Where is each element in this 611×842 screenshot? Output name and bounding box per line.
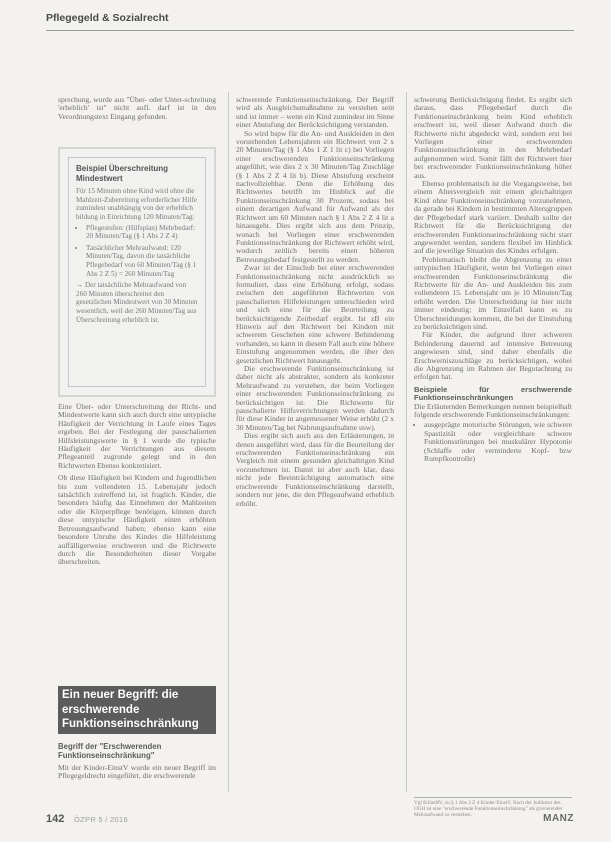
publisher-logo <box>543 813 574 824</box>
paragraph: Mit der Kinder-EinstV wurde ein neuer Begriff im Pflegegeldrecht eingeführt, die erschwerende <box>58 763 216 781</box>
paragraph: So wird bspw für die An- und Auskleiden in den vorstehenden Lebensjahren ein Richtwert von 2 x 20 Minuten/Tag (§ 1 Abs 1 Z 1 lit c) bei Vorliegen einer erschwerenden Funktionseinschränkung angeführt, wie dies 2 x 30 Minuten/Tag Zuschläge (§ 1 Abs 2 Z 4 lit b). Diese Abstufung erscheint nachvollziehbar. Denn die Erhöhung des Richtwertes betrifft im Hinblick auf die Funktionseinschränkung 30 Prozent, sodass bei einem derartigen Aufwand für Aufwand als der Richtwert um 60 Minuten nach § 1 Abs 2 Z 4 lit a hinausgeht. Dies ergibt sich aus dem Prinzip, wonach bei Vorliegen einer erschwerenden Funktionseinschränkung der Richtwert erhöht wird, wodurch zeitlich bereits einen höheren Betreuungsbedarf festgestellt zu werden. <box>236 128 394 264</box>
subheading: Beispiele für erschwerende Funktionseinschränkungen <box>414 384 572 403</box>
page-footer <box>46 805 574 835</box>
paragraph: sprechung, wurde aus "Über- oder Unter-schreitung 'erheblich' ist" nicht aufl. darf ist in den Verordnungstext Eingang gefunden. <box>58 95 216 121</box>
paragraph: Zwar ist der Einschub bei einer erschwerenden Funktionseinschränkung nicht ausdrücklich so formuliert, dass eine Erhöhung erfolgt, sodass zwischen den angeführten Richtwerten von pauschalierten Hilfeleistungen unterschieden wird und sich eine für die Beurteilung zu berücksichtigende Zeitbedarf ergibt. Ist zB ein Hinweis auf den Richtwert bei Kindern mit schwerem Geschehen eine schwere Behinderung vorhanden, so kann in diesem Fall auch eine höhere Einstufung angenommen werden, die über den gesetzlichen Richtwert hinausgeht. <box>236 263 394 365</box>
section-heading: Ein neuer Begriff: die erschwerende Funktionseinschränkung <box>58 686 216 734</box>
column-1-body <box>58 403 216 571</box>
column-3 <box>414 96 572 463</box>
column-divider <box>406 92 407 792</box>
page-number: 142 <box>46 813 65 825</box>
paragraph: Ebenso problematisch ist die Vorgangsweise, bei einem Altersvergleich mit einem gleichaltrigen Kind ohne Funktionseinschränkung vorzunehmen, da gerade bei Kindern in bestimmten Altersgruppen der Pflegebedarf stark variiert. Deshalb sollte der Richtwert für die Berücksichtigung der erschwerenden Funktionseinschränkung nicht starr angewendet werden, sondern flexibel im Hinblick auf die jeweilige Situation des Kindes erfolgen. <box>414 179 572 256</box>
paragraph: Für Kinder, die aufgrund ihrer schweren Behinderung dauernd auf intensive Betreuung angewiesen sind, sind daher ebenfalls die Erschwerniszuschläge zu berücksichtigen, wobei die Abgrenzung im Rahmen der Begutachtung zu erfolgen hat. <box>414 330 572 382</box>
example-body: Für 15 Minuten ohne Kind wird ohne die Mahlzeit-Zubereitung erforderlicher Hilfe zumindest unabhängig von der erheblich bildung in Einrichtung 120 Minuten/Tag: <box>76 187 197 221</box>
column-2 <box>236 96 394 508</box>
example-box <box>58 147 216 397</box>
subheading: Begriff der "Erschwerenden Funktionseinschränkung" <box>58 742 162 760</box>
page-header <box>46 0 574 31</box>
journal-reference: ÖZPR 5 / 2016 <box>74 815 128 824</box>
example-title: Beispiel Überschreitung Mindestwert <box>76 164 169 183</box>
section-title: Pflegegeld & Sozialrecht <box>46 12 169 24</box>
paragraph: Ob diese Häufigkeit bei Kindern und Jugendlichen bis zum vollendeten 15. Lebensjahr jedoch tatsächlich zutreffend ist, ist fraglich. Kinder, die besonders häufig das Einnehmen der Mahlzeiten oder die Körperpflege benötigen, können durch diese untypische Häufigkeit einen erhöhten Betreuungsaufwand haben; ebenso kann eine besondere Unruhe des Kindes die Hilfeleistung auffälligerweise erschweren und die Richtwerte durch die Besonderheiten dieser Vorgabe überschreiten. <box>58 473 216 567</box>
paragraph: Problematisch bleibt die Abgrenzung zu einer untypischen Häufigkeit, wenn bei Vorliegen einer erschwerenden Funktionseinschränkung die Richtwerte für die An- und Auskleiden bis zum vollendeten 15. Lebensjahr um je 10 Minuten/Tag erhöht werden. Die Unterscheidung ist hier nicht immer eindeutig; im Einzelfall kann es zu Überschneidungen kommen, die bei der Einstufung zu berücksichtigen sind. <box>414 254 572 331</box>
footnote-divider <box>414 797 572 798</box>
paragraph: Dies ergibt sich auch aus den Erläuterungen, in denen ausgeführt wird, dass für die Beurteilung der erschwerenden Funktionseinschränkung ein Vergleich mit einem gesunden gleichaltrigen Kind vorzunehmen ist. Damit ist aber auch klar, dass nicht jede Beeinträchtigung automatisch eine erschwerende Funktionseinschränkung darstellt, sondern nur jene, die den Pflegeaufwand erheblich erhöht. <box>236 431 394 508</box>
column-1-intro <box>58 96 216 121</box>
paragraph: schwerung Berücksichtigung findet. Es ergibt sich daraus, dass Pflegebedarf durch die Funktionseinschränkung beim Kind erheblich erschwert ist, weil dieser Aufwand durch die Richtwerte nicht abgedeckt wird, sondern erst bei Vorliegen einer erschwerenden Funktionseinschränkung in den Mehrbedarf aufgenommen wird. Somit fällt der Richtwert hier bei erschwerender Funktionseinschränkung höher aus. <box>414 95 572 180</box>
example-result: → Der tatsächliche Mehraufwand von 260 Minuten überschreitet den gesetzlichen Mindestwert von 30 Minuten wesentlich, weil der 260 Minuten/Tag aus Überschreitung erheblich ist. <box>76 281 198 324</box>
examples-list <box>414 421 572 463</box>
column-divider <box>228 92 229 792</box>
example-list-item: • Tatsächlicher Mehraufwand: 120 Minuten/Tag, davon die tatsächliche Pflegebedarf von 60 Minuten/Tag (§ 1 Abs 2 Z 5) = 260 Minuten/Tag <box>86 244 198 278</box>
paragraph: schwerende Funktionseinschränkung. Der Begriff wird als Ausgleichsmaßnahme zu verstehen sein und ist immer – wenn ein Kind zumindest im Sinne einer Abstufung der Berücksichtigung verstanden. <box>236 95 394 130</box>
footnotes: Vgl ErläutRV; zu § 1 Abs 2 Z 4 Kinder-EinstV. Nach der Judikatur des OGH ist eine "erschwerende Funktionseinschränkung" als gravierender Mehraufwand zu verstehen. <box>414 800 563 819</box>
example-list-item: • Pflegestufen: (Hilfsplan) Mehrbedarf: 20 Minuten/Tag (§ 1 Abs 2 Z 4) <box>86 224 198 241</box>
publisher-name: MANZ <box>543 813 574 824</box>
paragraph: Eine Über- oder Unterschreitung der Richt- und Mindestwerte kann sich auch durch eine untypische Häufigkeit der Verrichtung in Laufe eines Tages ergeben. Bei der Festlegung der pauschalierten Hilfsleistungswerte in § 1 wurde die typische Häufigkeit der Verrichtungen aus diesem Pflegeanteil zugrunde gelegt und in den Richtwerten Ebenso konkretisiert. <box>58 402 216 470</box>
examples-list-item: • ausgeprägte motorische Störungen, wie schwere Spastizität oder vergleichbare schwere Funktionsstörungen bei muskulärer Hypotonie (Schlaffe oder verminderte Kopf- bzw Rumpfkontrolle) <box>424 421 572 463</box>
paragraph: Die erschwerende Funktionseinschränkung ist daher nicht als abstrakter, sondern als konkreter Mehraufwand zu verstehen, der beim Vorliegen einer erschwerenden Funktionseinschränkung zu berücksichtigen ist. Die Richtwerte für pauschalierte Hilfsverrichtungen werden dadurch für diese Kinder in angemessener Weise erhöht (2 x 30 Minuten/Tag bei Nahrungsaufnahme usw). <box>236 364 394 432</box>
paragraph: Die Erläuternden Bemerkungen nennen beispielhaft folgende erschwerende Funktionseinschränkungen: <box>414 401 572 420</box>
example-list <box>76 224 198 279</box>
example-box-inner <box>68 157 206 387</box>
